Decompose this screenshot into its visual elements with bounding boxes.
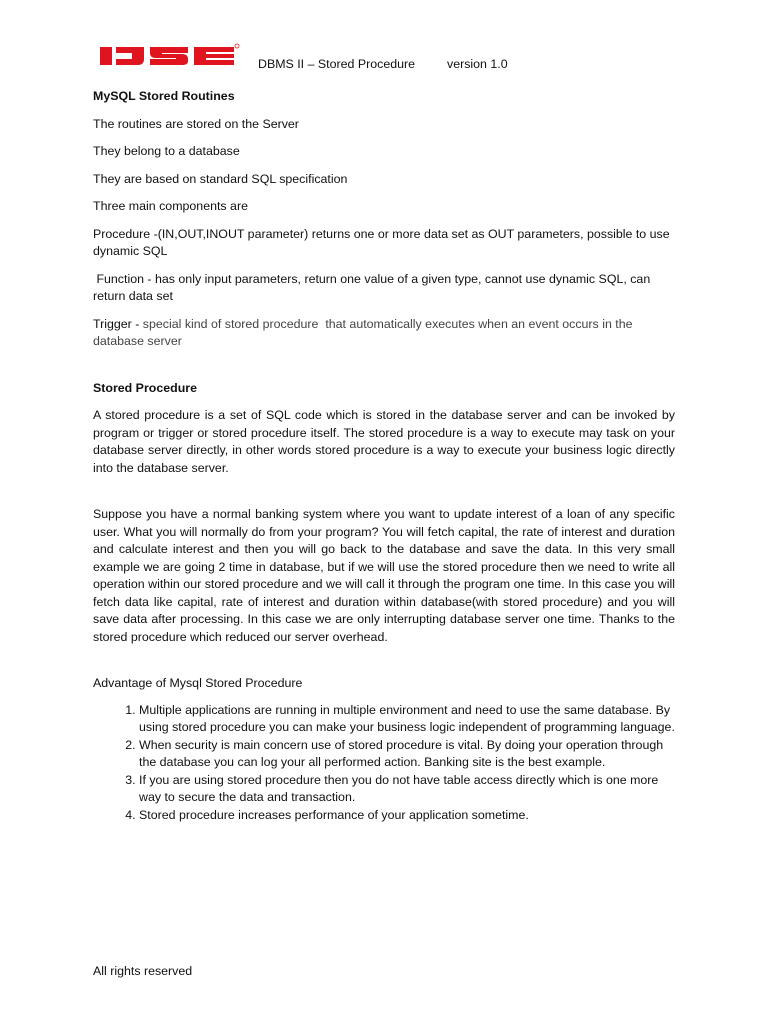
routines-function: Function - has only input parameters, return one value of a given type, cannot use dynamic SQL, can return data set — [93, 271, 654, 303]
advantage-item-2: 2. When security is main concern use of stored procedure is vital. By doing your operation through the database you can log your all performed action. Banking site is the best example. — [139, 737, 675, 772]
routines-line-4: Three main components are — [93, 199, 248, 213]
document-title: DBMS II – Stored Procedure — [258, 57, 416, 71]
stored-procedure-para-1: A stored procedure is a set of SQL code which is stored in the database server and can be invoked by program or trigger or stored procedure itself. The stored procedure is a way to execute may task on your database server directly, in other words stored procedure is a way to execute your business logic directly into the database server. — [93, 408, 675, 475]
ijse-logo — [100, 43, 240, 69]
routines-line-1: The routines are stored on the Server — [93, 116, 299, 131]
stored-procedure-heading: Stored Procedure — [93, 380, 197, 395]
advantages-list — [93, 702, 675, 825]
advantage-item-4: 4. Stored procedure increases performance of your application sometime. — [139, 807, 675, 825]
trigger-label: Trigger - — [93, 316, 140, 331]
document-body — [93, 88, 675, 824]
trigger-text: special kind of stored procedure that automatically executes when an event occurs in the database server — [93, 316, 636, 348]
advantage-item-3: 3. If you are using stored procedure then you do not have table access directly which is one more way to secure the data and transaction. — [139, 772, 675, 807]
routines-line-2: They belong to a database — [93, 144, 240, 158]
routines-line-3: They are based on standard SQL specification — [93, 171, 348, 186]
advantage-item-1: 1. Multiple applications are running in multiple environment and need to use the same database. By using stored procedure you can make your business logic independent of programming language. — [139, 702, 675, 737]
stored-procedure-para-2: Suppose you have a normal banking system where you want to update interest of a loan of any specific user. What you will normally do from your program? You will fetch capital, the rate of interest and duration and calculate interest and then you will go back to the database and save the data. In this very small example we are going 2 time in database, but if we will use the stored procedure then we need to write all operation within our stored procedure and we will call it through the program one time. In this case you will fetch data like capital, rate of interest and duration within database(with stored procedure) and you will save data after processing. In this case we are only interrupting database server one time. Thanks to the stored procedure which reduced our server overhead. — [93, 507, 675, 644]
document-version: version 1.0 — [447, 57, 508, 71]
footer-text: All rights reserved — [93, 964, 193, 978]
routines-trigger — [93, 316, 675, 351]
routines-heading: MySQL Stored Routines — [93, 89, 235, 103]
advantages-heading: Advantage of Mysql Stored Procedure — [93, 676, 303, 690]
routines-procedure: Procedure -(IN,OUT,INOUT parameter) returns one or more data set as OUT parameters, possible to use dynamic SQL — [93, 226, 670, 258]
